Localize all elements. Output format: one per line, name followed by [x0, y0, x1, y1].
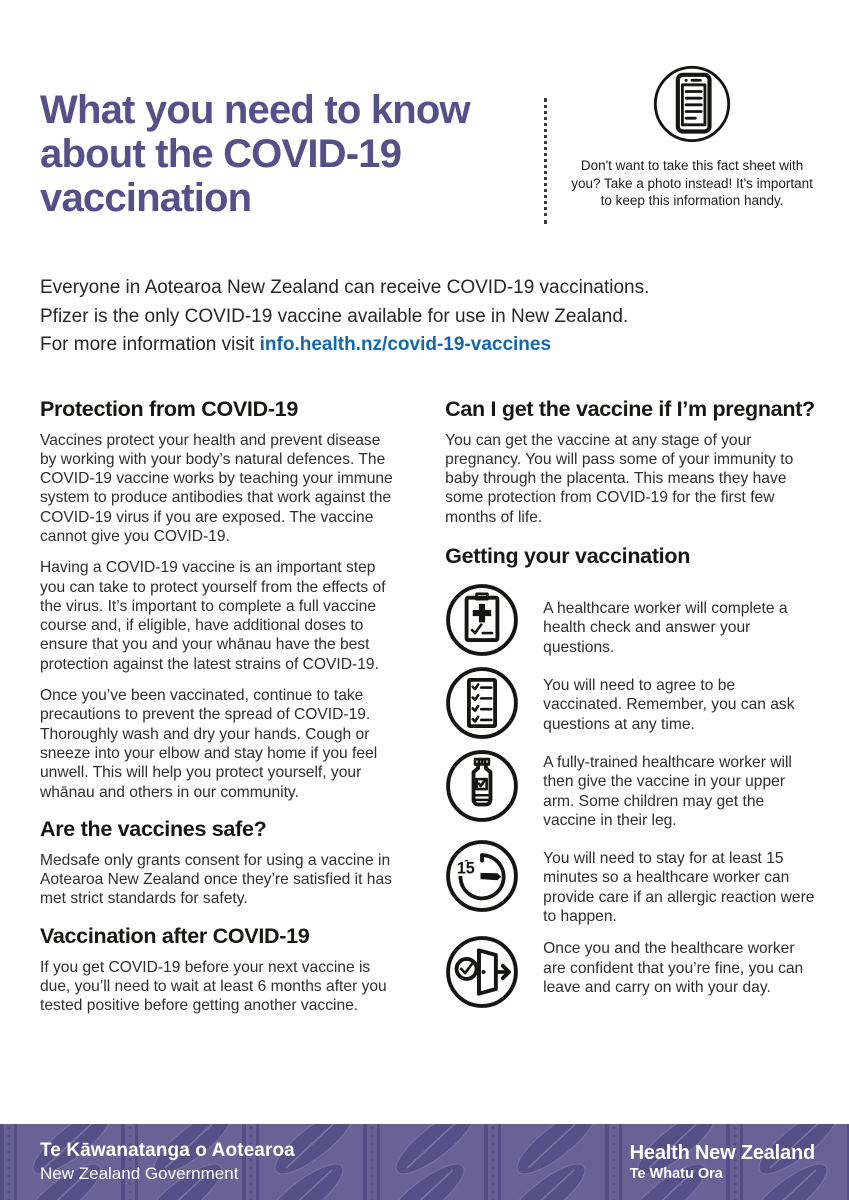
vaccination-step-1 [445, 583, 815, 657]
intro [0, 224, 849, 360]
step-text: A healthcare worker will complete a health check and answer your questions. [543, 599, 788, 656]
content-columns [0, 360, 849, 1028]
after-covid-paragraph: If you get COVID-19 before your next vaccine is due, you’ll need to wait at least 6 months after you tested positive before getting another vaccine. [40, 958, 387, 1015]
govt-maori-name: Te Kāwanatanga o Aotearoa [40, 1140, 295, 1161]
covid-vaccines-link[interactable]: info.health.nz/covid-19-vaccines [259, 334, 552, 355]
health-check-clipboard-icon [445, 583, 519, 657]
nz-government-logo [40, 1140, 295, 1184]
vaccination-step-5 [445, 935, 815, 1009]
protection-paragraph-2: Having a COVID-19 vaccine is an important step you can take to protect yourself from the effects of the virus. It’s important to complete a full vaccine course and, if eligible, have additional doses to ensure that you and your whānau have the best protection against the latest strains of COVID-19. [40, 559, 386, 673]
right-column [445, 396, 815, 1028]
protection-paragraph-1: Vaccines protect your health and prevent disease by working with your body’s natural defences. The COVID-19 vaccine works by teaching your immune system to produce antibodies that work against the COVID-19 virus if you are exposed. The vaccine cannot give you COVID-19. [40, 431, 393, 545]
health-nz-name: Health New Zealand [629, 1142, 815, 1164]
timer-15-minutes-icon [445, 839, 519, 913]
step-text: Once you and the healthcare worker are confident that you’re fine, you can leave and carry on with your day. [543, 940, 804, 996]
safety-heading: Are the vaccines safe? [40, 816, 267, 841]
step-text: A fully-trained healthcare worker will then give the vaccine in your upper arm. Some children may get the vaccine in their leg. [543, 753, 792, 829]
footer [0, 1124, 849, 1200]
step-text: You will need to agree to be vaccinated. Remember, you can ask questions at any time. [543, 676, 795, 733]
health-nz-logo [630, 1142, 815, 1182]
protection-paragraph-3: Once you’ve been vaccinated, continue to take precautions to prevent the spread of COVID-19. Thoroughly wash and dry your hands. Cough or sneeze into your elbow and stay home if you feel unwell. This will help you protect yourself, your whānau and others in our community. [40, 687, 378, 801]
intro-line-1: Everyone in Aotearoa New Zealand can receive COVID-19 vaccinations. [40, 277, 650, 298]
intro-line-2: Pfizer is the only COVID-19 vaccine available for use in New Zealand. [40, 305, 629, 327]
govt-english-name: New Zealand Government [40, 1164, 239, 1183]
header [0, 0, 849, 224]
exit-door-icon [445, 935, 519, 1009]
intro-line-3 [40, 331, 809, 360]
te-whatu-ora-name: Te Whatu Ora [629, 1166, 723, 1182]
left-column [40, 396, 419, 1028]
vaccination-step-3 [445, 749, 815, 830]
protection-heading: Protection from COVID-19 [40, 396, 299, 421]
after-covid-heading: Vaccination after COVID-19 [40, 923, 310, 948]
timer-15-label: 15 [456, 859, 475, 878]
pregnant-heading: Can I get the vaccine if I’m pregnant? [445, 396, 815, 421]
step-text: You will need to stay for at least 15 minutes so a healthcare worker can provide care if an allergic reaction were to happen. [543, 850, 815, 926]
pregnant-paragraph: You can get the vaccine at any stage of your pregnancy. You will pass some of your immunity to baby through the placenta. This means they have some protection from COVID-19 for the first few months of life. [445, 431, 794, 526]
consent-checklist-icon [445, 666, 519, 740]
safety-paragraph: Medsafe only grants consent for using a vaccine in Aotearoa New Zealand once they’re satisfied it has met strict standards for safety. [40, 851, 392, 908]
vaccination-step-2 [445, 666, 815, 740]
vaccination-step-4 [445, 839, 815, 926]
dotted-divider [544, 98, 547, 224]
intro-line-3-text: For more information visit [40, 334, 260, 355]
fact-sheet-phone-icon [652, 64, 732, 149]
photo-note [569, 64, 815, 224]
page-title: What you need to know about the COVID-19 vaccination [40, 88, 470, 220]
getting-vaccination-heading: Getting your vaccination [445, 543, 691, 568]
vaccine-vial-icon [445, 749, 519, 823]
photo-note-text: Don't want to take this fact sheet with you? Take a photo instead! It's important to keep this information handy. [571, 158, 813, 208]
